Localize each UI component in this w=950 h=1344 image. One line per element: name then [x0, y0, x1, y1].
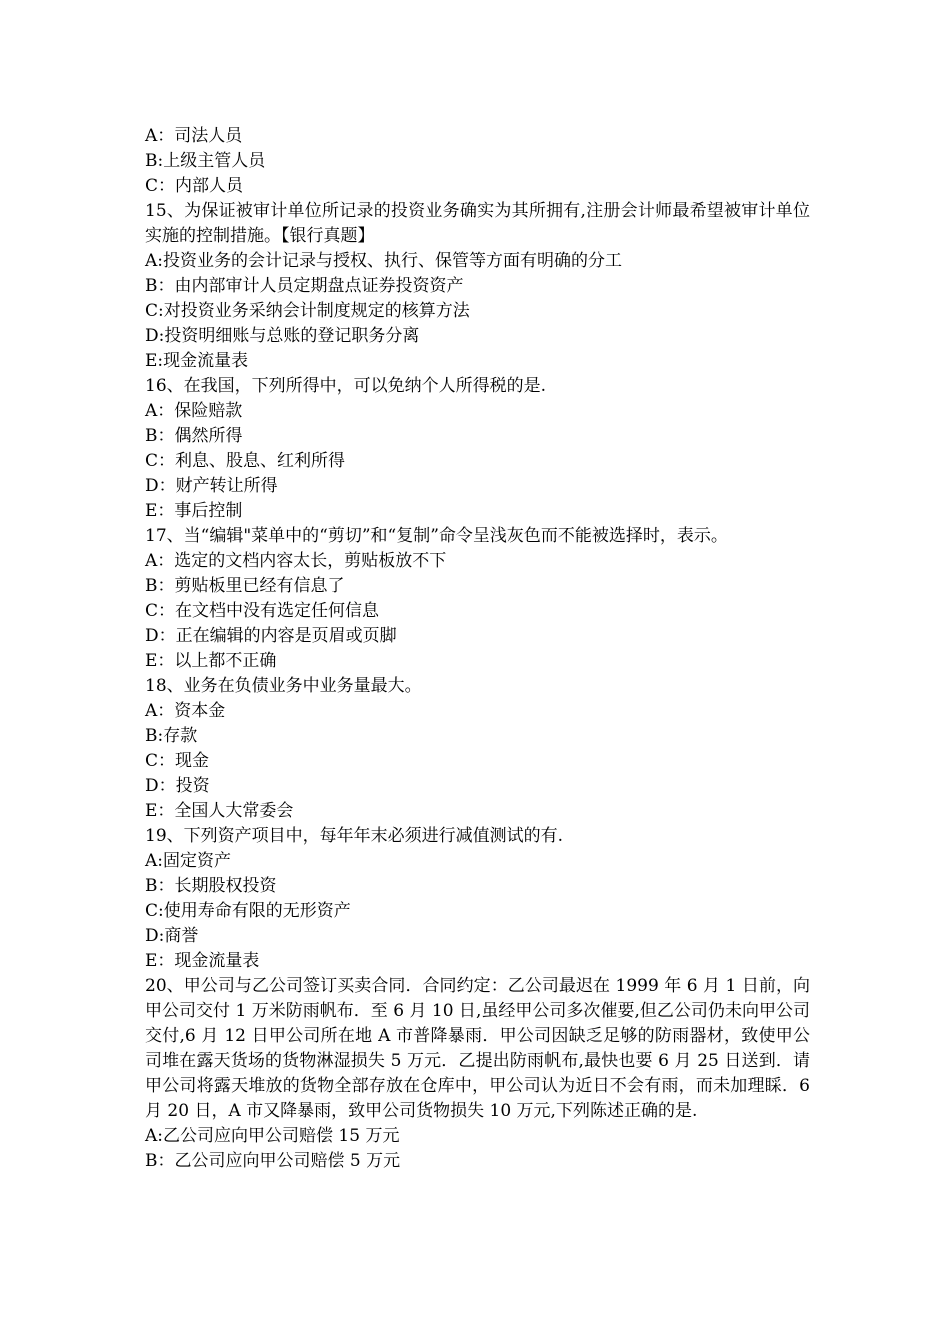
text-line: C：利息、股息、红利所得	[145, 451, 346, 471]
text-line: C：在文档中没有选定任何信息	[145, 601, 380, 621]
text-line: B:上级主管人员	[145, 151, 266, 171]
text-line: 19、下列资产项目中，每年年末必须进行减值测试的有.	[145, 826, 564, 846]
text-line: B：偶然所得	[145, 426, 243, 446]
text-line: 18、业务在负债业务中业务量最大。	[145, 676, 422, 696]
document-body	[145, 124, 810, 1174]
question-paragraph: 20、甲公司与乙公司签订买卖合同．合同约定：乙公司最迟在 1999 年 6 月 1 日前，向甲公司交付 1 万米防雨帆布．至 6 月 10 日,虽经甲公司多次催要,但乙公司仍未向甲公司交付,6 月 12 日甲公司所在地 A 市普降暴雨．甲公司因缺乏足够的防雨器材，致使甲公司堆在露天货场的货物淋湿损失 5 万元．乙提出防雨帆布,最快也要 6 月 25 日送到．请甲公司将露天堆放的货物全部存放在仓库中，甲公司认为近日不会有雨，而未加理睬．6 月 20 日，A 市又降暴雨，致甲公司货物损失 10 万元,下列陈述正确的是.	[145, 976, 810, 1121]
text-line: A:乙公司应向甲公司赔偿 15 万元	[145, 1126, 400, 1146]
text-line: E:现金流量表	[145, 351, 249, 371]
question-paragraph: 17、当“编辑"菜单中的“剪切”和“复制”命令呈浅灰色而不能被选择时，表示。	[145, 526, 728, 546]
text-line: D：财产转让所得	[145, 476, 278, 496]
text-line: B：乙公司应向甲公司赔偿 5 万元	[145, 1151, 401, 1171]
text-line: A：选定的文档内容太长，剪贴板放不下	[145, 551, 447, 571]
text-line: D:商誉	[145, 926, 199, 946]
text-line: D：正在编辑的内容是页眉或页脚	[145, 626, 397, 646]
text-line: E：事后控制	[145, 501, 243, 521]
text-line: C：现金	[145, 751, 210, 771]
text-line: A:固定资产	[145, 851, 232, 871]
text-line: C：内部人员	[145, 176, 244, 196]
text-line: E：现金流量表	[145, 951, 260, 971]
text-line: A：司法人员	[145, 126, 243, 146]
text-line: A:投资业务的会计记录与授权、执行、保管等方面有明确的分工	[145, 251, 623, 271]
text-line: B：长期股权投资	[145, 876, 277, 896]
text-line: 16、在我国，下列所得中，可以免纳个人所得税的是.	[145, 376, 547, 396]
text-line: D:投资明细账与总账的登记职务分离	[145, 326, 420, 346]
question-paragraph: 15、为保证被审计单位所记录的投资业务确实为其所拥有,注册会计师最希望被审计单位实施的控制措施。【银行真题】	[145, 201, 810, 246]
text-line: B：剪贴板里已经有信息了	[145, 576, 345, 596]
text-line: E：以上都不正确	[145, 651, 277, 671]
text-line: D：投资	[145, 776, 210, 796]
text-line: B:存款	[145, 726, 198, 746]
text-line: C:对投资业务采纳会计制度规定的核算方法	[145, 301, 470, 321]
text-line: B：由内部审计人员定期盘点证券投资资产	[145, 276, 464, 296]
text-line: C:使用寿命有限的无形资产	[145, 901, 351, 921]
text-line: E：全国人大常委会	[145, 801, 294, 821]
text-line: A：保险赔款	[145, 401, 243, 421]
text-line: A：资本金	[145, 701, 226, 721]
